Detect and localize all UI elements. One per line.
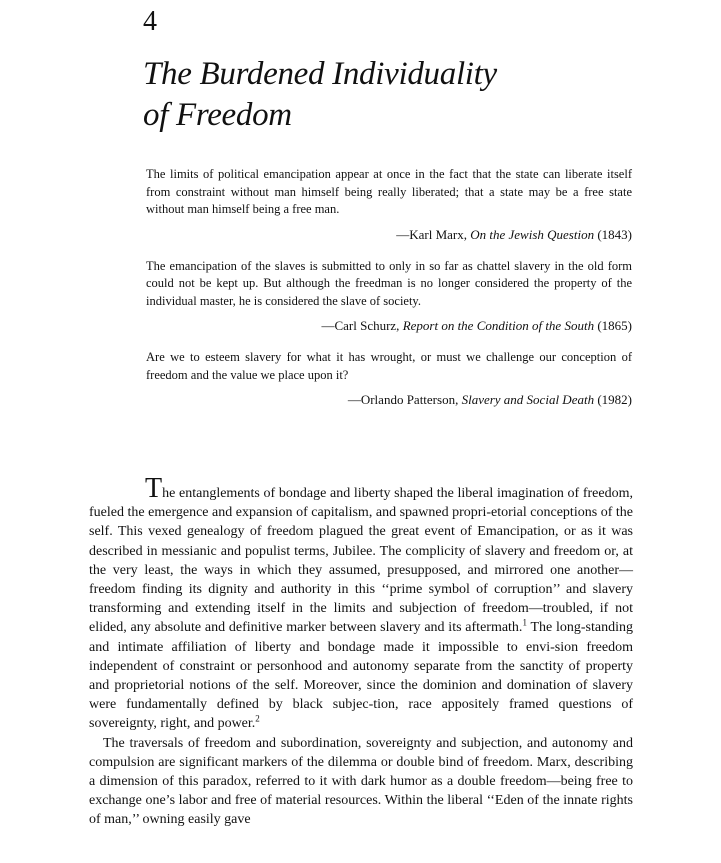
body-text: [89, 473, 633, 830]
footnote-ref-2[interactable]: 2: [255, 713, 260, 724]
epigraphs: [146, 166, 632, 423]
paragraph-2: The traversals of freedom and subordination, sovereignty and subjection, and autonomy and compulsion are significant markers of the dilemma or double bind of freedom. Marx, describing a dimension of this paradox, referred to it with dark humor as a double freedom—being free to exchange one’s labor and free of material resources. Within the liberal ‘‘Eden of the innate rights of man,’’ owning easily gave: [89, 735, 633, 828]
footnote-ref-1[interactable]: 1: [522, 617, 527, 628]
chapter-title-line-2: of Freedom: [143, 97, 292, 133]
epigraph-quote: Are we to esteem slavery for what it has wrought, or must we challenge our conception of freedom and the value we place upon it?: [146, 350, 632, 382]
drop-cap: T: [145, 473, 163, 504]
epigraph-year: (1865): [594, 318, 632, 333]
epigraph-work: Report on the Condition of the South: [402, 318, 595, 333]
paragraph-text: The long-standing and intimate affiliation of liberty and bondage made it impossible to envi-sion freedom independent of constraint or personhood and autonomy separate from the sanctity of property and proprietorial notions of the self. Moreover, since the dominion and domination of slavery were fundamentally defined by black subjec-tion, race appositely framed questions of sovereignty, right, and power.: [89, 620, 633, 732]
epigraph-attribution: [146, 317, 632, 334]
chapter-title: [143, 54, 497, 136]
epigraph-year: (1982): [594, 392, 632, 407]
epigraph-author: —Carl Schurz,: [321, 318, 403, 333]
epigraph-year: (1843): [594, 226, 632, 242]
paragraph-1: [89, 473, 633, 734]
epigraph-quote: The limits of political emancipation appear at once in the fact that the state can liberate itself from constraint without man himself being really liberated; that a state may be a free state without man himself being a free man.: [146, 167, 632, 216]
chapter-number: 4: [143, 6, 157, 37]
epigraph-quote: The emancipation of the slaves is submitted to only in so far as chattel slavery in the old form could not be kept up. But although the freedman is no longer considered the property of the individual master, he is considered the slave of society.: [146, 258, 632, 308]
epigraph-patterson: [146, 349, 632, 408]
chapter-title-line-1: The Burdened Individuality: [143, 56, 497, 92]
epigraph-author: —Karl Marx,: [396, 226, 471, 242]
epigraph-work: On the Jewish Question: [470, 226, 595, 242]
epigraph-attribution: [146, 226, 632, 243]
paragraph-text: he entanglements of bondage and liberty shaped the liberal imagination of freedom, fueled the emergence and expansion of capitalism, and spawned propri-etorial conceptions of the self. This vexed genealogy of freedom plagued the great event of Emancipation, or as it was described in messianic and populist terms, Jubilee. The complicity of slavery and freedom or, at the very least, the ways in which they assumed, presupposed, and mirrored one another—freedom finding its dignity and authority in this ‘‘prime symbol of corruption’’ and slavery transforming and extending itself in the limits and subjection of freedom—troubled, if not elided, any absolute and definitive marker between slavery and its aftermath.: [89, 486, 633, 636]
epigraph-work: Slavery and Social Death: [461, 392, 595, 407]
epigraph-author: —Orlando Patterson,: [347, 392, 462, 407]
epigraph-attribution: [146, 391, 632, 408]
epigraph-marx: [146, 166, 632, 243]
epigraph-schurz: [146, 258, 632, 335]
